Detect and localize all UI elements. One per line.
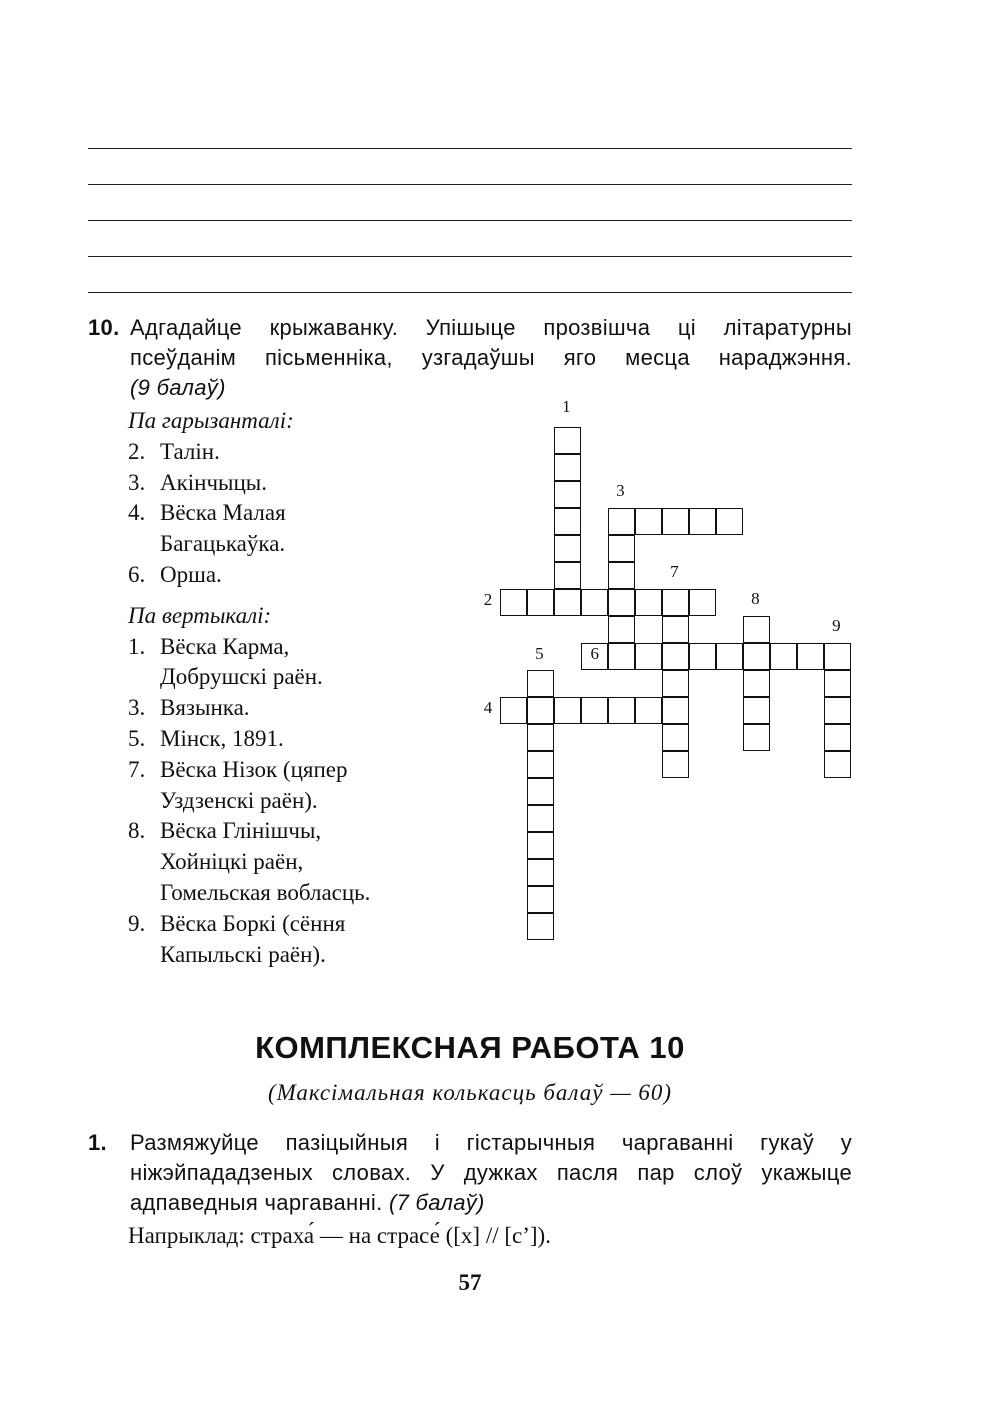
answer-line[interactable] (88, 256, 852, 257)
crossword-grid (470, 397, 870, 960)
crossword-cell[interactable] (527, 751, 554, 778)
crossword-cell[interactable] (608, 643, 635, 670)
crossword-cell[interactable] (608, 589, 635, 616)
clue-item (128, 755, 468, 817)
crossword-cell[interactable] (554, 562, 581, 589)
clue-text: Талін. (160, 438, 220, 464)
crossword-cell[interactable] (527, 589, 554, 616)
clue-number: 7. (128, 756, 146, 782)
clue-item (128, 437, 468, 468)
clue-item (128, 816, 468, 908)
task-number: 1. (88, 1130, 107, 1155)
task-10 (88, 313, 852, 403)
vertical-header: Па вертыкалі: (128, 602, 272, 628)
crossword-cell[interactable] (689, 643, 716, 670)
clue-text: Орша. (160, 561, 222, 587)
section-subtitle: (Максімальная колькасць балаў — 60) (267, 1080, 673, 1105)
crossword-number-2: 2 (483, 590, 493, 610)
crossword-number-7: 7 (670, 562, 679, 581)
crossword-cell[interactable] (743, 724, 770, 751)
clue-text: Багацькаўка. (160, 531, 286, 557)
crossword-cell[interactable] (527, 724, 554, 751)
crossword-cell[interactable] (608, 508, 635, 535)
clue-text: Акінчыцы. (160, 469, 268, 495)
crossword-cell[interactable] (527, 778, 554, 805)
crossword-cell[interactable] (824, 643, 851, 670)
clue-text: Мінск, 1891. (160, 725, 284, 751)
crossword-cell[interactable] (743, 670, 770, 697)
clue-item (128, 632, 468, 694)
clue-item (128, 468, 468, 499)
crossword-cell[interactable] (500, 697, 527, 724)
crossword-cell[interactable] (662, 751, 689, 778)
crossword-cell[interactable] (554, 481, 581, 508)
page-number: 57 (458, 1270, 482, 1295)
clue-number: 5. (128, 725, 146, 751)
crossword-number-6: 6 (590, 644, 599, 664)
horizontal-header: Па гарызанталі: (128, 408, 294, 433)
crossword-cell[interactable] (662, 508, 689, 535)
clue-text: Вёска Нізок (цяпер (160, 756, 348, 782)
clue-text: Вёска Карма, (160, 633, 290, 659)
clue-item (128, 693, 468, 724)
crossword-cell[interactable] (554, 589, 581, 616)
clue-text: Гомельская вобласць. (160, 879, 371, 905)
clue-text: Вязынка. (160, 695, 250, 721)
clue-text: Хойніцкі раён, (160, 849, 304, 875)
crossword-cell[interactable] (527, 859, 554, 886)
crossword-cell[interactable] (662, 670, 689, 697)
crossword-cell[interactable] (635, 643, 662, 670)
crossword-number-3: 3 (616, 481, 625, 500)
crossword-cell[interactable] (635, 508, 662, 535)
task-points: (9 балаў) (130, 375, 226, 400)
crossword-cell[interactable] (554, 697, 581, 724)
task-text: Адгадайце крыжаванку. Упішыце прозвішча ці літаратурны псеўданім пісьменніка, узгадаўшы яго месца нараджэння. (9 балаў) (130, 313, 852, 403)
crossword-cell[interactable] (689, 589, 716, 616)
crossword-cell[interactable] (824, 697, 851, 724)
clue-number: 9. (128, 910, 146, 936)
crossword-cell[interactable] (743, 697, 770, 724)
crossword-number-9: 9 (832, 616, 841, 635)
crossword-cell[interactable] (527, 913, 554, 940)
clue-number: 4. (128, 500, 146, 526)
crossword-cell[interactable] (662, 589, 689, 616)
clue-text: Уздзенскі раён). (160, 787, 318, 813)
clue-item (128, 498, 468, 560)
clue-text: Вёска Глінішчы, (160, 818, 322, 844)
clue-text: Вёска Малая (160, 500, 286, 526)
crossword-cell[interactable] (743, 616, 770, 643)
answer-line[interactable] (88, 148, 852, 149)
crossword-cell[interactable] (770, 643, 797, 670)
answer-line[interactable] (88, 292, 852, 293)
clue-text: Добрушскі раён. (160, 664, 323, 690)
crossword-cell[interactable] (824, 724, 851, 751)
task-1 (88, 1128, 852, 1218)
task-number: 10. (88, 315, 120, 340)
crossword-cell[interactable] (527, 670, 554, 697)
crossword-cell[interactable] (500, 589, 527, 616)
crossword-cell[interactable] (527, 886, 554, 913)
crossword-cell[interactable] (716, 643, 743, 670)
crossword-cell[interactable] (581, 697, 608, 724)
task-text: Размяжуйце пазіцыйныя і гістарычныя чаргаванні гукаў у ніжэйпададзеных словах. У дужках пасля пар слоў укажыце адпаведныя чаргаванні. (7 балаў) (130, 1130, 852, 1215)
crossword-cell[interactable] (743, 643, 770, 670)
crossword-cell[interactable] (554, 427, 581, 454)
clue-item (128, 909, 468, 971)
crossword-cell[interactable] (554, 535, 581, 562)
crossword-cell[interactable] (554, 454, 581, 481)
crossword-cell[interactable] (716, 508, 743, 535)
crossword-cell[interactable] (608, 562, 635, 589)
clue-text: Капыльскі раён). (160, 941, 326, 967)
crossword-number-5: 5 (535, 644, 544, 664)
crossword-cell[interactable] (527, 805, 554, 832)
section-title: КОМПЛЕКСНАЯ РАБОТА 10 (255, 1030, 685, 1065)
crossword-cell[interactable] (527, 697, 554, 724)
answer-lines (88, 148, 852, 328)
crossword-cell[interactable] (635, 697, 662, 724)
crossword-cell[interactable] (662, 616, 689, 643)
crossword-cell[interactable] (689, 508, 716, 535)
clue-number: 3. (128, 695, 146, 721)
answer-line[interactable] (88, 220, 852, 221)
crossword-cell[interactable] (608, 616, 635, 643)
crossword-cell[interactable] (608, 535, 635, 562)
clue-text: Вёска Боркі (сёння (160, 910, 346, 936)
clue-number: 2. (128, 438, 146, 464)
task-points: (7 балаў) (388, 1190, 485, 1215)
crossword-cell[interactable] (662, 724, 689, 751)
answer-line[interactable] (88, 184, 852, 185)
crossword-cell[interactable] (824, 670, 851, 697)
crossword-number-4: 4 (483, 698, 493, 718)
crossword-cell[interactable] (824, 751, 851, 778)
crossword-clues (128, 406, 468, 970)
crossword-number-8: 8 (751, 589, 760, 608)
crossword-cell[interactable] (662, 643, 689, 670)
example-text: Напрыклад: страха́ — на страсе́ ([х] // [с’]). (128, 1223, 551, 1248)
clue-number: 8. (128, 818, 146, 844)
clue-number: 6. (128, 561, 146, 587)
crossword-cell[interactable] (527, 832, 554, 859)
crossword-cell[interactable] (554, 508, 581, 535)
crossword-cell[interactable] (635, 589, 662, 616)
crossword-cell[interactable] (581, 589, 608, 616)
crossword-cell[interactable] (662, 697, 689, 724)
clue-number: 3. (128, 469, 146, 495)
crossword-number-1: 1 (562, 397, 571, 417)
clue-number: 1. (128, 633, 146, 659)
clue-item (128, 724, 468, 755)
crossword-cell[interactable] (608, 697, 635, 724)
crossword-cell[interactable] (797, 643, 824, 670)
clue-item (128, 560, 468, 591)
